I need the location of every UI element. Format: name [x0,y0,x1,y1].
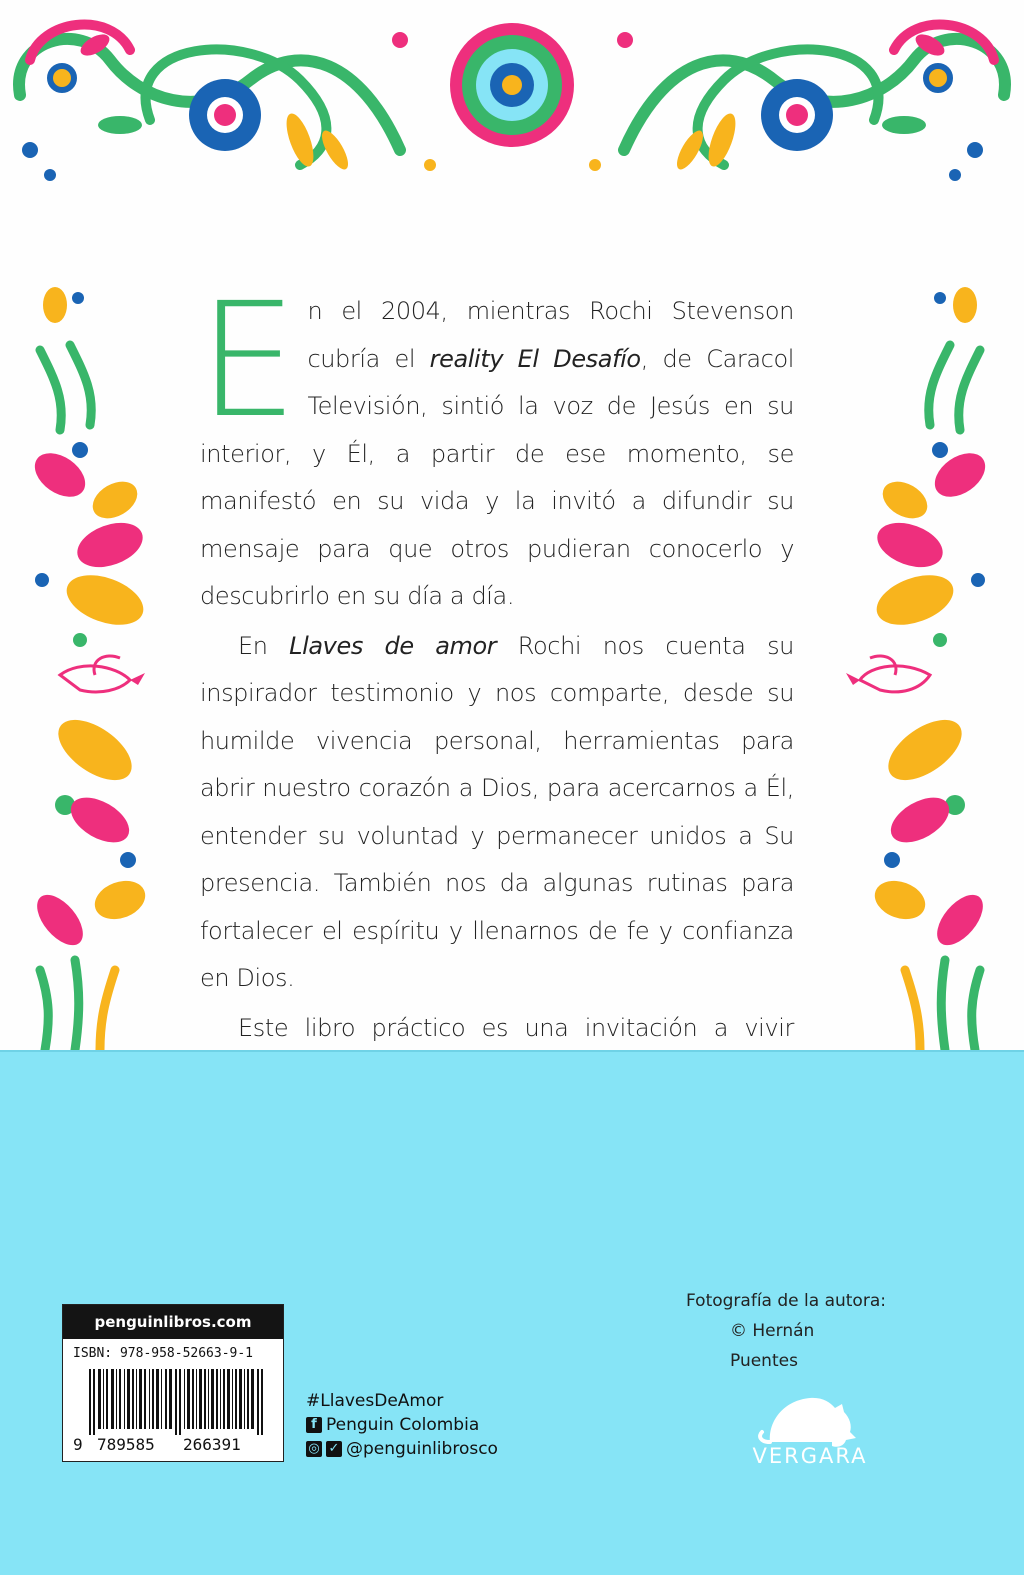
p2-text-a: En [238,631,290,660]
top-floral-ornament [0,0,1024,215]
right-floral-border [850,280,1000,1060]
barcode-box [62,1304,284,1462]
hashtag-row [306,1389,498,1413]
isbn-label: ISBN: 978-958-52663-9-1 [73,1346,254,1361]
p1-show-title: reality El Desafío [429,344,641,373]
photo-credit-line1: Fotografía de la autora: [686,1291,886,1311]
photo-credit-line2: © Hernán Puentes [730,1321,815,1371]
twitter-icon: ✓ [326,1441,342,1457]
dove-icon [846,656,930,692]
instagram-icon: ◎ [306,1441,322,1457]
publisher-logo-text: VERGARA [752,1444,868,1468]
p2-book-title: Llaves de amor [289,631,497,660]
social-links [306,1389,498,1461]
facebook-row[interactable] [306,1413,498,1437]
photo-credit [686,1286,886,1376]
facebook-label[interactable]: Penguin Colombia [326,1415,480,1435]
flower-icon [450,23,574,147]
website-label[interactable]: penguinlibros.com [63,1305,283,1339]
left-floral-border [20,280,170,1060]
hashtag-label[interactable]: #LlavesDeAmor [306,1391,444,1411]
barcode-digits-right: 266391 [183,1435,241,1454]
synopsis-paragraph-3: Este libro práctico es una invitación a vivir [238,1013,794,1042]
p1-text-c: , de Caracol Televisión, sintió la voz de Jesús en su interior, y Él, a partir de ese momento, se manifestó en su vida y la invitó a difundir su mensaje para que otros pudieran conocerlo y descubrirlo en su día a día. [200,344,794,610]
flower-icon [761,79,833,151]
flower-icon [189,79,261,151]
synopsis-paragraph-1 [198,269,794,621]
handle-label[interactable]: @penguinlibrosco [346,1439,498,1459]
handle-row[interactable] [306,1437,498,1461]
drop-cap: E [198,269,298,453]
barcode-digit-first: 9 [73,1435,83,1454]
p2-text-c: Rochi nos cuenta su inspirador testimonio y nos comparte, desde su humilde vivencia personal, herramientas para abrir nuestro corazón a Dios, para acercarnos a Él, entender su voluntad y permanecer unidos a Su presencia. También nos da algunas rutinas para fortalecer el espíritu y llenarnos de fe y confianza en Dios. [200,631,794,992]
synopsis-paragraph-2 [200,623,794,1003]
facebook-icon: f [306,1417,322,1433]
dove-icon [60,656,145,692]
synopsis-text [198,269,794,1100]
barcode-icon [89,1369,269,1435]
p1-text-a: n el 2004, mientras Rochi Stevenson cubría el [307,297,794,373]
barcode-digits-left: 789585 [97,1435,155,1454]
